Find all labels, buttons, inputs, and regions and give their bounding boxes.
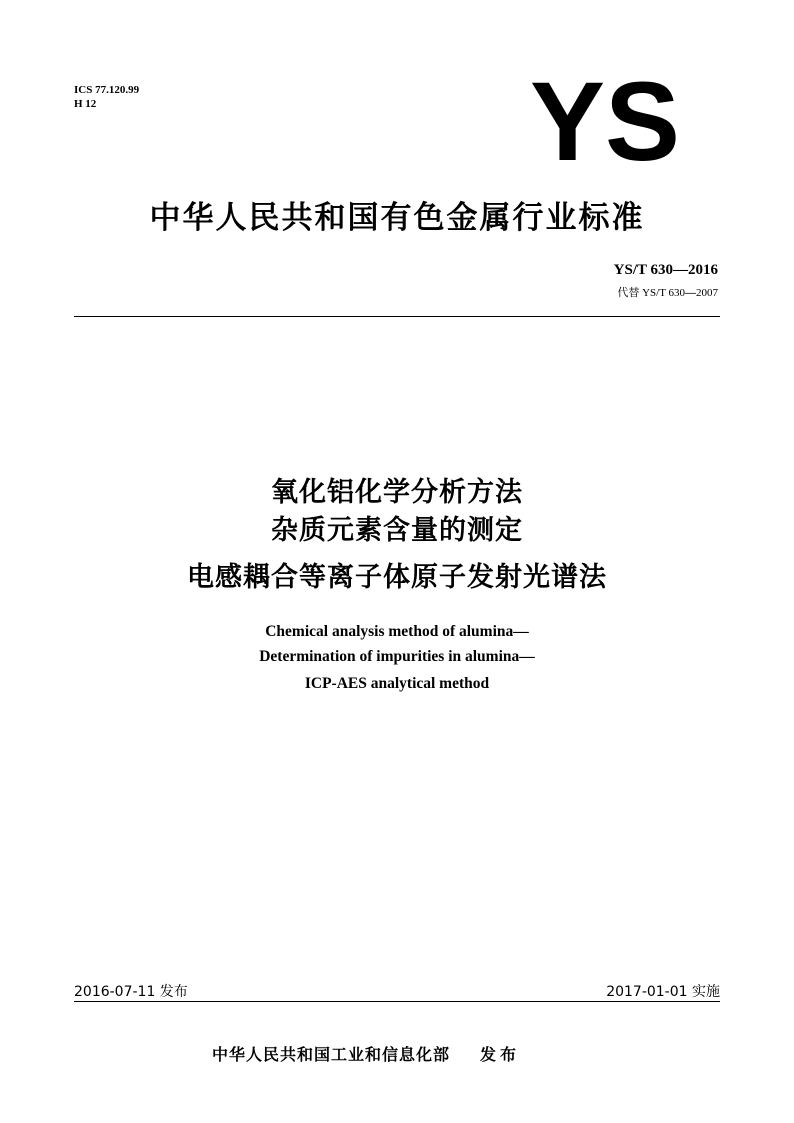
chinese-title-line-3: 电感耦合等离子体原子发射光谱法: [187, 562, 607, 593]
replaces-dash: —: [685, 287, 696, 299]
replaces-prefix: 代替 YS/T 630: [617, 287, 685, 299]
replaces-standard: [617, 284, 718, 300]
english-title-line-2: Determination of impurities in alumina—: [259, 648, 535, 665]
classification-codes: [74, 83, 139, 111]
standard-category-title: 中华人民共和国有色金属行业标准: [149, 200, 645, 236]
ccs-code: H 12: [74, 98, 97, 110]
standard-number: [614, 262, 718, 279]
ys-logo: [530, 74, 680, 166]
english-title-line-3: ICP-AES analytical method: [304, 675, 490, 692]
chinese-title-line-2: 杂质元素含量的测定: [271, 515, 523, 546]
implementation-date: 2017-01-01 实施: [606, 984, 720, 1000]
chinese-title-line-1: 氧化铝化学分析方法: [271, 477, 523, 508]
publisher: [212, 1042, 520, 1065]
standard-number-year: 2016: [688, 262, 718, 278]
standard-number-dash: —: [673, 262, 688, 278]
english-title-line-1: Chemical analysis method of alumina—: [265, 623, 529, 640]
footer-divider: [74, 1001, 720, 1002]
standard-number-prefix: YS/T 630: [613, 262, 673, 278]
publisher-action: 发布: [480, 1045, 521, 1064]
ics-code: ICS 77.120.99: [74, 84, 140, 96]
replaces-year: 2007: [696, 287, 718, 299]
ys-logo-text: YS: [530, 74, 680, 166]
issue-date: 2016-07-11 发布: [74, 984, 188, 1000]
header-divider: [74, 316, 720, 317]
publisher-name: 中华人民共和国工业和信息化部: [212, 1045, 451, 1064]
